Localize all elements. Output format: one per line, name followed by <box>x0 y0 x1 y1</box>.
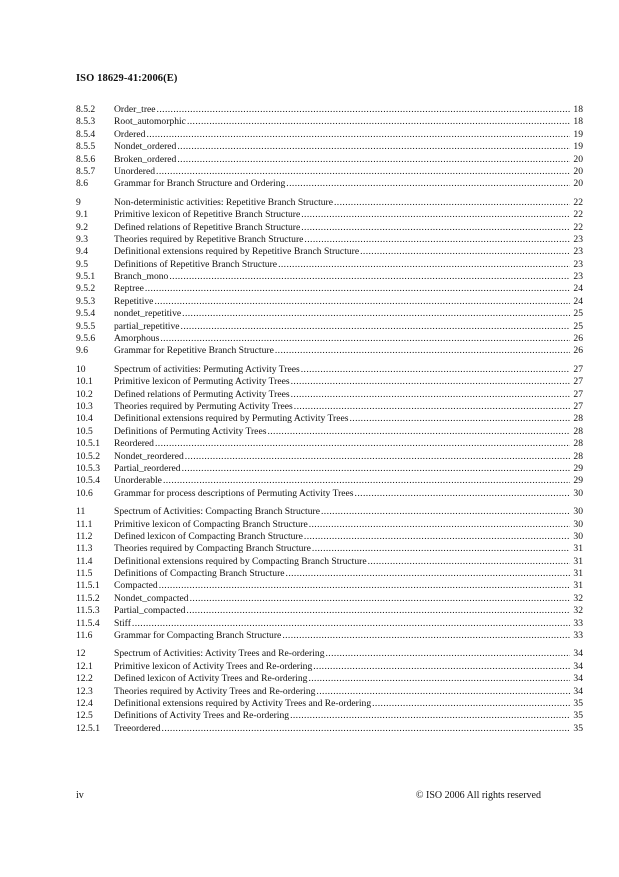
toc-entry-title: Theories required by Activity Trees and Re-ordering <box>114 685 316 697</box>
toc-entry-number: 12.4 <box>76 697 93 709</box>
toc-entry-number: 11.4 <box>76 555 93 567</box>
toc-entry-page: 29 <box>573 475 583 487</box>
toc-entry-page: 30 <box>573 530 583 542</box>
toc-entry[interactable] <box>76 506 583 518</box>
toc-entry[interactable] <box>76 141 583 153</box>
toc-entry-page: 22 <box>573 221 583 233</box>
toc-entry-number: 10.5.4 <box>76 475 100 487</box>
toc-entry-number: 9.2 <box>76 221 88 233</box>
toc-entry-page: 23 <box>573 246 583 258</box>
toc-dot-leader <box>326 648 571 660</box>
toc-entry[interactable] <box>76 661 583 673</box>
toc-entry-number: 8.5.4 <box>76 128 96 140</box>
toc-entry[interactable] <box>76 605 583 617</box>
toc-entry-title: Primitive lexicon of Permuting Activity Trees <box>114 376 290 388</box>
toc-entry-title: Defined lexicon of Activity Trees and Re-ordering <box>114 673 308 685</box>
toc-entry-title: Spectrum of Activities: Activity Trees and Re-ordering <box>114 648 325 660</box>
toc-entry[interactable] <box>76 519 583 531</box>
toc-entry-title: Definitional extensions required by Activity Trees and Re-ordering <box>114 697 372 709</box>
toc-entry-title: Repetitive <box>114 295 154 307</box>
toc-entry-number: 10.6 <box>76 487 93 499</box>
toc-dot-leader <box>286 178 570 190</box>
toc-entry[interactable] <box>76 401 583 413</box>
toc-dot-leader <box>286 568 570 580</box>
toc-entry-title: Partial_reordered <box>114 462 181 474</box>
toc-entry-number: 9.5.5 <box>76 320 96 332</box>
toc-dot-leader <box>187 116 570 128</box>
toc-entry-number: 12.2 <box>76 673 93 685</box>
toc-entry[interactable] <box>76 556 583 568</box>
toc-dot-leader <box>301 209 570 221</box>
toc-entry-number: 12 <box>76 648 86 660</box>
toc-entry[interactable] <box>76 296 583 308</box>
toc-entry-number: 8.5.5 <box>76 141 96 153</box>
toc-entry-number: 11 <box>76 506 86 518</box>
toc-entry-title: Definitions of Compacting Branch Structure <box>114 568 285 580</box>
toc-dot-leader <box>291 376 570 388</box>
toc-entry[interactable] <box>76 488 583 500</box>
toc-dot-leader <box>154 296 570 308</box>
toc-entry[interactable] <box>76 648 583 660</box>
toc-entry[interactable] <box>76 686 583 698</box>
toc-entry[interactable] <box>76 364 583 376</box>
toc-dot-leader <box>301 364 570 376</box>
toc-entry-page: 22 <box>573 196 583 208</box>
toc-dot-leader <box>146 129 570 141</box>
toc-entry-title: Unorderable <box>114 475 162 487</box>
toc-entry-title: partial_repetitive <box>114 320 180 332</box>
toc-section-group <box>76 197 583 358</box>
toc-entry-page: 26 <box>573 345 583 357</box>
toc-dot-leader <box>294 401 570 413</box>
toc-dot-leader <box>309 519 570 531</box>
toc-entry-page: 30 <box>573 518 583 530</box>
toc-entry-page: 20 <box>573 178 583 190</box>
toc-entry-number: 11.1 <box>76 518 93 530</box>
toc-entry-page: 24 <box>573 283 583 295</box>
toc-entry[interactable] <box>76 345 583 357</box>
toc-dot-leader <box>177 141 570 153</box>
toc-dot-leader <box>169 271 570 283</box>
toc-section-group <box>76 506 583 642</box>
toc-entry[interactable] <box>76 568 583 580</box>
toc-dot-leader <box>355 488 570 500</box>
toc-entry[interactable] <box>76 283 583 295</box>
toc-entry[interactable] <box>76 389 583 401</box>
toc-entry-page: 31 <box>573 568 583 580</box>
toc-dot-leader <box>290 710 570 722</box>
toc-entry-title: Definitions of Activity Trees and Re-ordering <box>114 710 290 722</box>
toc-entry-page: 22 <box>573 209 583 221</box>
toc-entry-title: Stiff <box>114 617 131 629</box>
toc-entry[interactable] <box>76 463 583 475</box>
toc-entry-page: 23 <box>573 233 583 245</box>
toc-entry[interactable] <box>76 673 583 685</box>
toc-entry-number: 9.5 <box>76 258 88 270</box>
toc-entry[interactable] <box>76 333 583 345</box>
toc-entry-page: 31 <box>573 543 583 555</box>
toc-entry-number: 11.5 <box>76 568 93 580</box>
toc-entry-title: Reordered <box>114 438 154 450</box>
toc-entry[interactable] <box>76 698 583 710</box>
toc-entry-title: Primitive lexicon of Repetitive Branch Structure <box>114 209 301 221</box>
toc-entry-number: 9.5.1 <box>76 271 96 283</box>
toc-entry[interactable] <box>76 178 583 190</box>
toc-entry-title: Definitions of Repetitive Branch Structure <box>114 258 278 270</box>
toc-dot-leader <box>159 580 570 592</box>
toc-section-group <box>76 364 583 500</box>
toc-entry-number: 10 <box>76 363 86 375</box>
toc-entry-title: Defined lexicon of Compacting Branch Structure <box>114 530 303 542</box>
toc-entry[interactable] <box>76 197 583 209</box>
toc-dot-leader <box>267 426 570 438</box>
toc-entry[interactable] <box>76 543 583 555</box>
toc-entry-page: 34 <box>573 648 583 660</box>
toc-entry-page: 35 <box>573 722 583 734</box>
toc-entry[interactable] <box>76 104 583 116</box>
toc-dot-leader <box>132 618 570 630</box>
toc-entry-number: 8.5.3 <box>76 116 96 128</box>
toc-dot-leader <box>372 698 570 710</box>
toc-entry-number: 10.5.1 <box>76 438 100 450</box>
toc-entry[interactable] <box>76 475 583 487</box>
toc-entry-number: 10.5.3 <box>76 462 100 474</box>
toc-entry-title: Defined relations of Permuting Activity Trees <box>114 388 290 400</box>
toc-entry-page: 23 <box>573 271 583 283</box>
toc-dot-leader <box>181 321 570 333</box>
toc-entry-title: Nondet_compacted <box>114 592 189 604</box>
table-of-contents <box>76 104 583 741</box>
toc-entry-number: 10.5 <box>76 425 93 437</box>
toc-entry-number: 12.5 <box>76 710 93 722</box>
toc-entry-title: Reptree <box>114 283 144 295</box>
toc-entry-page: 28 <box>573 450 583 462</box>
toc-dot-leader <box>275 345 570 357</box>
document-header: ISO 18629-41:2006(E) <box>76 73 178 84</box>
toc-entry[interactable] <box>76 426 583 438</box>
toc-entry-number: 12.3 <box>76 685 93 697</box>
toc-entry[interactable] <box>76 271 583 283</box>
toc-dot-leader <box>334 197 570 209</box>
toc-dot-leader <box>145 283 570 295</box>
toc-dot-leader <box>308 673 570 685</box>
toc-entry-number: 10.2 <box>76 388 93 400</box>
toc-entry-title: Primitive lexicon of Compacting Branch Structure <box>114 518 308 530</box>
toc-entry-number: 11.6 <box>76 630 93 642</box>
toc-dot-leader <box>349 413 570 425</box>
toc-dot-leader <box>177 154 570 166</box>
toc-dot-leader <box>313 661 570 673</box>
toc-entry-title: Definitional extensions required by Permuting Activity Trees <box>114 413 349 425</box>
toc-entry-title: Theories required by Permuting Activity Trees <box>114 400 293 412</box>
toc-dot-leader <box>312 543 570 555</box>
toc-entry[interactable] <box>76 531 583 543</box>
toc-entry-number: 11.3 <box>76 543 93 555</box>
toc-entry[interactable] <box>76 413 583 425</box>
toc-dot-leader <box>321 506 570 518</box>
toc-entry-number: 12.1 <box>76 660 93 672</box>
toc-entry-title: Branch_mono <box>114 271 169 283</box>
toc-entry-number: 8.5.7 <box>76 165 96 177</box>
toc-entry-title: Nondet_reordered <box>114 450 184 462</box>
toc-entry[interactable] <box>76 710 583 722</box>
toc-dot-leader <box>162 723 570 735</box>
toc-entry-number: 9.6 <box>76 345 88 357</box>
toc-entry[interactable] <box>76 209 583 221</box>
toc-entry-number: 10.4 <box>76 413 93 425</box>
toc-section-group <box>76 648 583 735</box>
toc-entry-number: 10.5.2 <box>76 450 100 462</box>
toc-entry[interactable] <box>76 438 583 450</box>
toc-dot-leader <box>282 630 570 642</box>
toc-entry[interactable] <box>76 451 583 463</box>
toc-entry-number: 9.5.4 <box>76 308 96 320</box>
toc-entry-title: Unordered <box>114 165 156 177</box>
toc-dot-leader <box>368 556 570 568</box>
toc-dot-leader <box>304 531 570 543</box>
toc-entry-page: 33 <box>573 630 583 642</box>
footer-copyright: © ISO 2006 All rights reserved <box>415 790 541 801</box>
toc-entry-title: Grammar for Repetitive Branch Structure <box>114 345 274 357</box>
toc-entry-page: 32 <box>573 592 583 604</box>
toc-entry-title: Ordered <box>114 128 146 140</box>
toc-entry[interactable] <box>76 222 583 234</box>
toc-entry-page: 27 <box>573 363 583 375</box>
toc-entry-title: Broken_ordered <box>114 153 177 165</box>
toc-entry-page: 32 <box>573 605 583 617</box>
toc-entry[interactable] <box>76 308 583 320</box>
toc-entry-page: 20 <box>573 165 583 177</box>
toc-entry-title: Root_automorphic <box>114 116 186 128</box>
toc-entry-title: Grammar for Compacting Branch Structure <box>114 630 282 642</box>
toc-entry-page: 19 <box>573 128 583 140</box>
toc-entry-number: 9.4 <box>76 246 88 258</box>
toc-entry-number: 8.5.2 <box>76 104 96 115</box>
toc-entry-number: 11.5.4 <box>76 617 100 629</box>
toc-entry[interactable] <box>76 618 583 630</box>
toc-entry-title: Compacted <box>114 580 158 592</box>
toc-entry-page: 30 <box>573 506 583 518</box>
toc-dot-leader <box>190 593 570 605</box>
toc-entry[interactable] <box>76 630 583 642</box>
toc-dot-leader <box>155 438 570 450</box>
toc-entry[interactable] <box>76 723 583 735</box>
toc-entry-page: 31 <box>573 580 583 592</box>
toc-section-group <box>76 104 583 191</box>
toc-entry[interactable] <box>76 321 583 333</box>
toc-entry-page: 33 <box>573 617 583 629</box>
toc-entry-page: 34 <box>573 673 583 685</box>
toc-entry-number: 9.5.2 <box>76 283 96 295</box>
toc-dot-leader <box>182 463 570 475</box>
toc-entry-page: 25 <box>573 308 583 320</box>
toc-entry-page: 31 <box>573 555 583 567</box>
toc-entry-number: 9.5.6 <box>76 333 96 345</box>
toc-entry[interactable] <box>76 116 583 128</box>
page-footer <box>76 790 541 801</box>
toc-entry-page: 25 <box>573 320 583 332</box>
toc-entry-page: 19 <box>573 141 583 153</box>
toc-entry-number: 11.5.1 <box>76 580 100 592</box>
toc-entry[interactable] <box>76 593 583 605</box>
toc-entry-page: 24 <box>573 295 583 307</box>
toc-entry-page: 34 <box>573 685 583 697</box>
toc-entry-number: 9.3 <box>76 233 88 245</box>
toc-entry-page: 29 <box>573 462 583 474</box>
toc-entry[interactable] <box>76 234 583 246</box>
toc-entry-page: 28 <box>573 425 583 437</box>
toc-entry-title: Treeordered <box>114 722 161 734</box>
toc-entry-page: 18 <box>573 104 583 115</box>
toc-dot-leader <box>156 166 570 178</box>
toc-entry-title: Primitive lexicon of Activity Trees and Re-ordering <box>114 660 313 672</box>
toc-entry-title: Grammar for process descriptions of Permuting Activity Trees <box>114 487 354 499</box>
toc-dot-leader <box>301 222 570 234</box>
toc-entry-page: 26 <box>573 333 583 345</box>
toc-entry-title: Defined relations of Repetitive Branch Structure <box>114 221 301 233</box>
toc-entry-page: 27 <box>573 400 583 412</box>
toc-entry[interactable] <box>76 259 583 271</box>
toc-entry-title: Partial_compacted <box>114 605 186 617</box>
toc-entry-title: Spectrum of Activities: Compacting Branch Structure <box>114 506 320 518</box>
toc-entry-title: Spectrum of activities: Permuting Activity Trees <box>114 363 300 375</box>
toc-dot-leader <box>316 686 570 698</box>
toc-dot-leader <box>291 389 570 401</box>
toc-dot-leader <box>185 451 570 463</box>
toc-entry-number: 9.5.3 <box>76 295 96 307</box>
toc-entry-title: Definitions of Permuting Activity Trees <box>114 425 267 437</box>
toc-entry-page: 27 <box>573 376 583 388</box>
toc-entry-title: Non-deterministic activities: Repetitive Branch Structure <box>114 196 333 208</box>
toc-entry-title: Amorphous <box>114 333 160 345</box>
toc-dot-leader <box>182 308 570 320</box>
toc-entry-title: Order_tree <box>114 104 156 115</box>
toc-dot-leader <box>360 246 570 258</box>
toc-dot-leader <box>157 104 570 116</box>
toc-entry-title: nondet_repetitive <box>114 308 182 320</box>
toc-entry[interactable] <box>76 580 583 592</box>
toc-entry-title: Definitional extensions required by Repetitive Branch Structure <box>114 246 360 258</box>
toc-entry-number: 8.5.6 <box>76 153 96 165</box>
toc-entry-number: 9.1 <box>76 209 88 221</box>
toc-entry-number: 12.5.1 <box>76 722 100 734</box>
toc-entry-page: 27 <box>573 388 583 400</box>
toc-entry-page: 35 <box>573 697 583 709</box>
toc-entry[interactable] <box>76 166 583 178</box>
toc-entry[interactable] <box>76 129 583 141</box>
toc-entry-number: 11.2 <box>76 530 93 542</box>
toc-dot-leader <box>186 605 570 617</box>
toc-dot-leader <box>160 333 570 345</box>
toc-dot-leader <box>304 234 570 246</box>
toc-entry-page: 28 <box>573 413 583 425</box>
toc-entry-title: Grammar for Branch Structure and Ordering <box>114 178 286 190</box>
toc-entry[interactable] <box>76 376 583 388</box>
toc-entry-title: Theories required by Compacting Branch Structure <box>114 543 311 555</box>
toc-entry-title: Definitional extensions required by Compacting Branch Structure <box>114 555 367 567</box>
toc-entry-title: Nondet_ordered <box>114 141 177 153</box>
toc-entry-number: 10.3 <box>76 400 93 412</box>
toc-entry-number: 11.5.2 <box>76 592 100 604</box>
toc-entry-page: 23 <box>573 258 583 270</box>
toc-entry-title: Theories required by Repetitive Branch Structure <box>114 233 304 245</box>
toc-entry-number: 9 <box>76 196 81 208</box>
toc-entry-number: 8.6 <box>76 178 88 190</box>
toc-entry-page: 34 <box>573 660 583 672</box>
toc-entry-page: 20 <box>573 153 583 165</box>
toc-dot-leader <box>163 475 570 487</box>
toc-entry-number: 10.1 <box>76 376 93 388</box>
toc-dot-leader <box>278 259 570 271</box>
toc-entry-page: 18 <box>573 116 583 128</box>
toc-entry[interactable] <box>76 154 583 166</box>
toc-entry-page: 30 <box>573 487 583 499</box>
toc-entry-page: 28 <box>573 438 583 450</box>
toc-entry-page: 35 <box>573 710 583 722</box>
toc-entry[interactable] <box>76 246 583 258</box>
footer-page-number: iv <box>76 790 84 801</box>
toc-entry-number: 11.5.3 <box>76 605 100 617</box>
